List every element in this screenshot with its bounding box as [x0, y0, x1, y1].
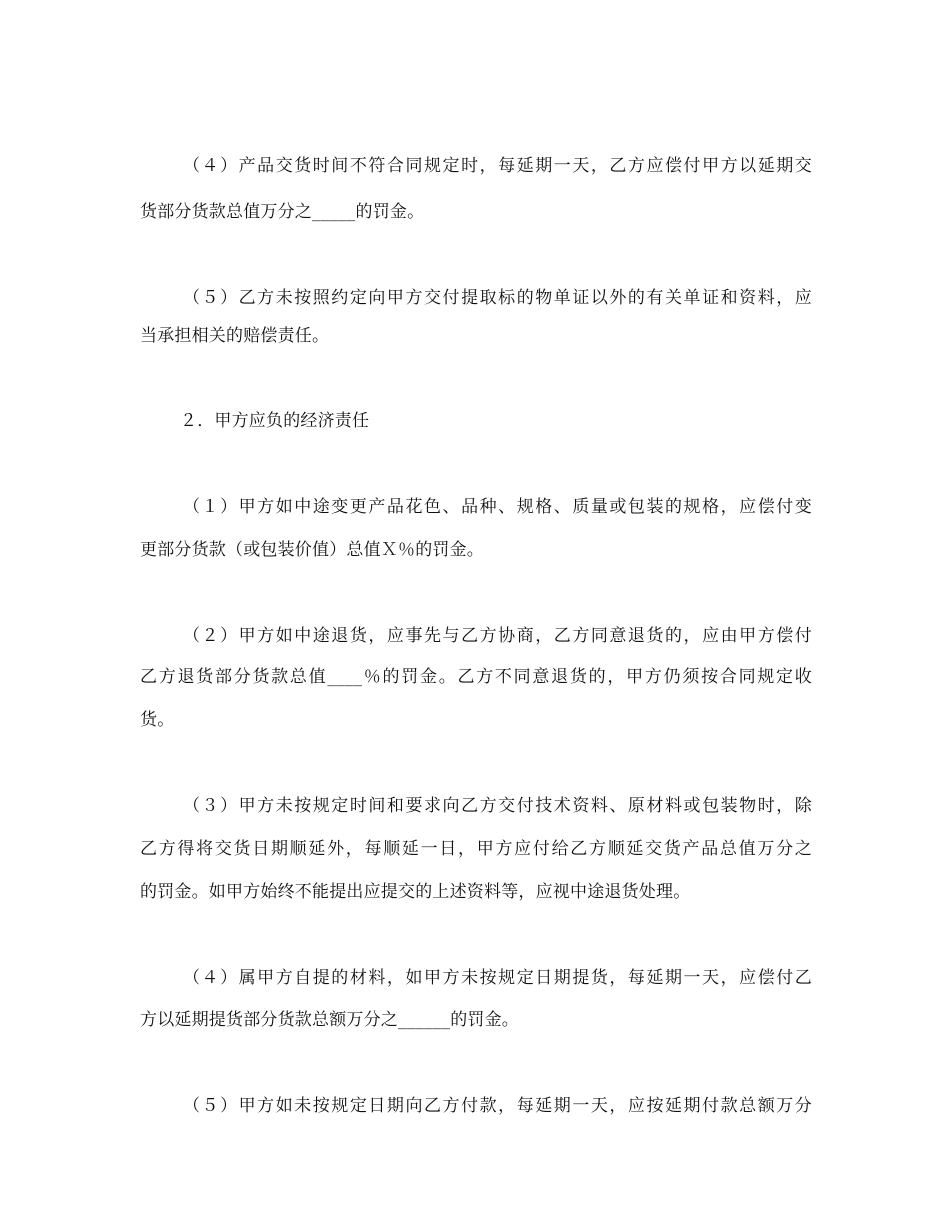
paragraph-7-line-1: （５）甲方如未按规定日期向乙方付款，每延期一天，应按延期付款总额万分	[183, 1096, 812, 1116]
paragraph-4-line-3: 货。	[140, 710, 175, 730]
paragraph-5-line-2: 乙方得将交货日期顺延外，每顺延一日，甲方应付给乙方顺延交货产品总值万分之	[140, 839, 812, 859]
paragraph-6-line-1: （４）属甲方自提的材料，如甲方未按规定日期提货，每延期一天，应偿付乙	[183, 968, 812, 988]
section-heading: ２．甲方应负的经济责任	[180, 411, 370, 431]
paragraph-5-line-1: （３）甲方未按规定时间和要求向乙方交付技术资料、原材料或包装物时，除	[183, 796, 812, 816]
paragraph-5-line-3: 的罚金。如甲方始终不能提出应提交的上述资料等，应视中途退货处理。	[140, 882, 691, 902]
paragraph-3-line-2: 更部分货款（或包装价值）总值Ｘ％的罚金。	[140, 540, 484, 560]
paragraph-1-line-1: （４）产品交货时间不符合同规定时，每延期一天，乙方应偿付甲方以延期交	[183, 156, 812, 176]
paragraph-6-line-2: 方以延期提货部分货款总额万分之______的罚金。	[140, 1010, 519, 1030]
paragraph-4-line-1: （２）甲方如中途退货，应事先与乙方协商，乙方同意退货的，应由甲方偿付	[183, 626, 812, 646]
paragraph-1-line-2: 货部分货款总值万分之_____的罚金。	[140, 202, 425, 222]
paragraph-2-line-2: 当承担相关的赔偿责任。	[140, 326, 330, 346]
paragraph-4-line-2: 乙方退货部分货款总值____％的罚金。乙方不同意退货的，甲方仍须按合同规定收	[140, 667, 812, 687]
paragraph-3-line-1: （１）甲方如中途变更产品花色、品种、规格、质量或包装的规格，应偿付变	[183, 497, 812, 517]
paragraph-2-line-1: （５）乙方未按照约定向甲方交付提取标的物单证以外的有关单证和资料，应	[183, 288, 812, 308]
